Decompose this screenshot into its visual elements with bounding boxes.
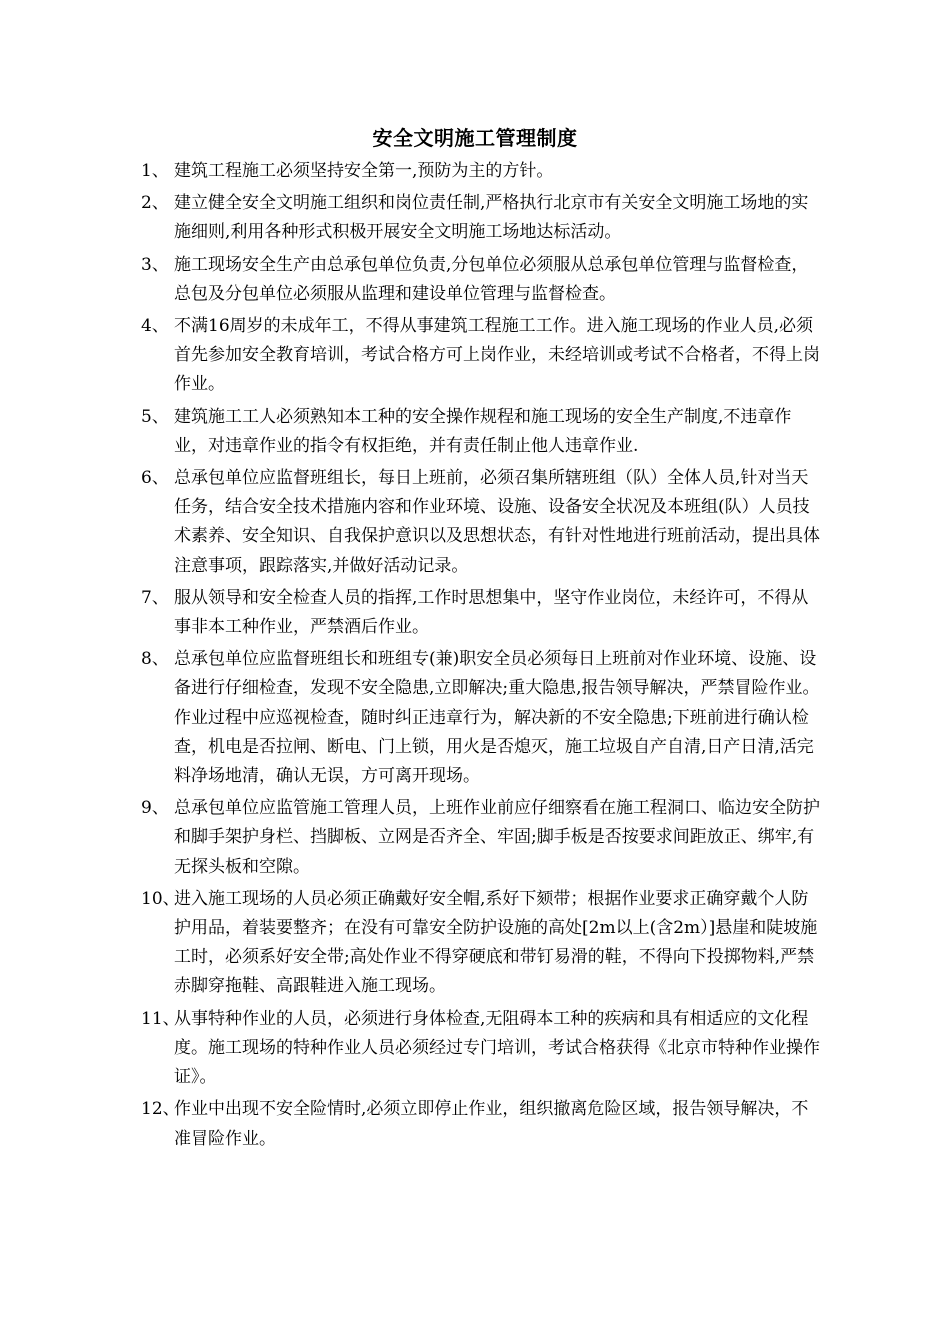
clause-text: 总承包单位应监管施工管理人员，上班作业前应仔细察看在施工程洞口、临边安全防护和脚手架护身栏、挡脚板、立网是否齐全、牢固;脚手板是否按要求间距放正、绑牢,有无探头板和空隙。 [174, 798, 820, 877]
clause-item-12 [141, 1095, 821, 1153]
clause-text: 总承包单位应监督班组长和班组专(兼)职安全员必须每日上班前对作业环境、设施、设备进行仔细检查，发现不安全隐患,立即解决;重大隐患,报告领导解决，严禁冒险作业。作业过程中应巡视检查，随时纠正违章行为，解决新的不安全隐患;下班前进行确认检查，机电是否拉闸、断电、门上锁，用火是否熄灭，施工垃圾自产自清,日产日清,活完料净场地清，确认无误，方可离开现场。 [174, 649, 820, 787]
clause-item-10 [141, 885, 821, 1002]
clause-number: 4、 [141, 316, 169, 337]
clause-item-4 [141, 312, 821, 400]
clause-number: 3、 [141, 254, 169, 275]
clause-item-9 [141, 794, 821, 882]
clause-text: 建筑施工工人必须熟知本工种的安全操作规程和施工现场的安全生产制度,不违章作业，对违章作业的指令有权拒绝，并有责任制止他人违章作业. [174, 406, 792, 456]
clause-text: 建立健全安全文明施工组织和岗位责任制,严格执行北京市有关安全文明施工场地的实施细则,利用各种形式积极开展安全文明施工场地达标活动。 [174, 193, 809, 243]
clause-text: 建筑工程施工必须坚持安全第一,预防为主的方针。 [174, 161, 554, 181]
clause-item-5 [141, 403, 821, 461]
clause-number: 5、 [141, 406, 169, 427]
clause-number: 1、 [141, 161, 169, 181]
clause-item-1 [141, 157, 821, 186]
clause-item-11 [141, 1005, 821, 1093]
clause-item-2 [141, 189, 821, 247]
clause-number: 7、 [141, 587, 169, 608]
clause-number: 9、 [141, 798, 169, 819]
clause-number: 6、 [141, 468, 169, 489]
clause-item-8 [141, 645, 821, 791]
clause-text: 施工现场安全生产由总承包单位负责,分包单位必须服从总承包单位管理与监督检查，总包及分包单位必须服从监理和建设单位管理与监督检查。 [174, 254, 809, 304]
clause-number: 8、 [141, 649, 169, 670]
clause-text: 进入施工现场的人员必须正确戴好安全帽,系好下颏带；根据作业要求正确穿戴个人防护用品，着装要整齐；在没有可靠安全防护设施的高处[2m以上(含2m）]悬崖和陡坡施工时，必须系好安全带;高处作业不得穿硬底和带钉易滑的鞋，不得向下投掷物料,严禁赤脚穿拖鞋、高跟鞋进入施工现场。 [174, 888, 818, 997]
clause-text: 总承包单位应监督班组长，每日上班前，必须召集所辖班组（队）全体人员,针对当天任务，结合安全技术措施内容和作业环境、设施、设备安全状况及本班组(队）人员技术素养、安全知识、自我保护意识以及思想状态，有针对性地进行班前活动，提出具体注意事项，跟踪落实,并做好活动记录。 [174, 468, 820, 576]
clause-item-6 [141, 464, 821, 581]
clause-number: 12、 [141, 1099, 180, 1120]
clause-list [141, 157, 821, 1154]
clause-number: 11、 [141, 1008, 180, 1029]
clause-text: 从事特种作业的人员，必须进行身体检查,无阻碍本工种的疾病和具有相适应的文化程度。施工现场的特种作业人员必须经过专门培训，考试合格获得《北京市特种作业操作证》。 [174, 1008, 820, 1088]
clause-item-7 [141, 584, 821, 642]
document-title: 安全文明施工管理制度 [372, 126, 578, 150]
clause-text: 不满16周岁的未成年工，不得从事建筑工程施工工作。进入施工现场的作业人员,必须首先参加安全教育培训，考试合格方可上岗作业，未经培训或考试不合格者，不得上岗作业。 [174, 316, 820, 395]
clause-text: 服从领导和安全检查人员的指挥,工作时思想集中，坚守作业岗位，未经许可，不得从事非本工种作业，严禁酒后作业。 [174, 587, 809, 638]
clause-text: 作业中出现不安全险情时,必须立即停止作业，组织撤离危险区域，报告领导解决，不准冒险作业。 [174, 1099, 809, 1149]
clause-number: 2、 [141, 193, 169, 214]
clause-item-3 [141, 251, 821, 309]
clause-number: 10、 [141, 888, 180, 909]
